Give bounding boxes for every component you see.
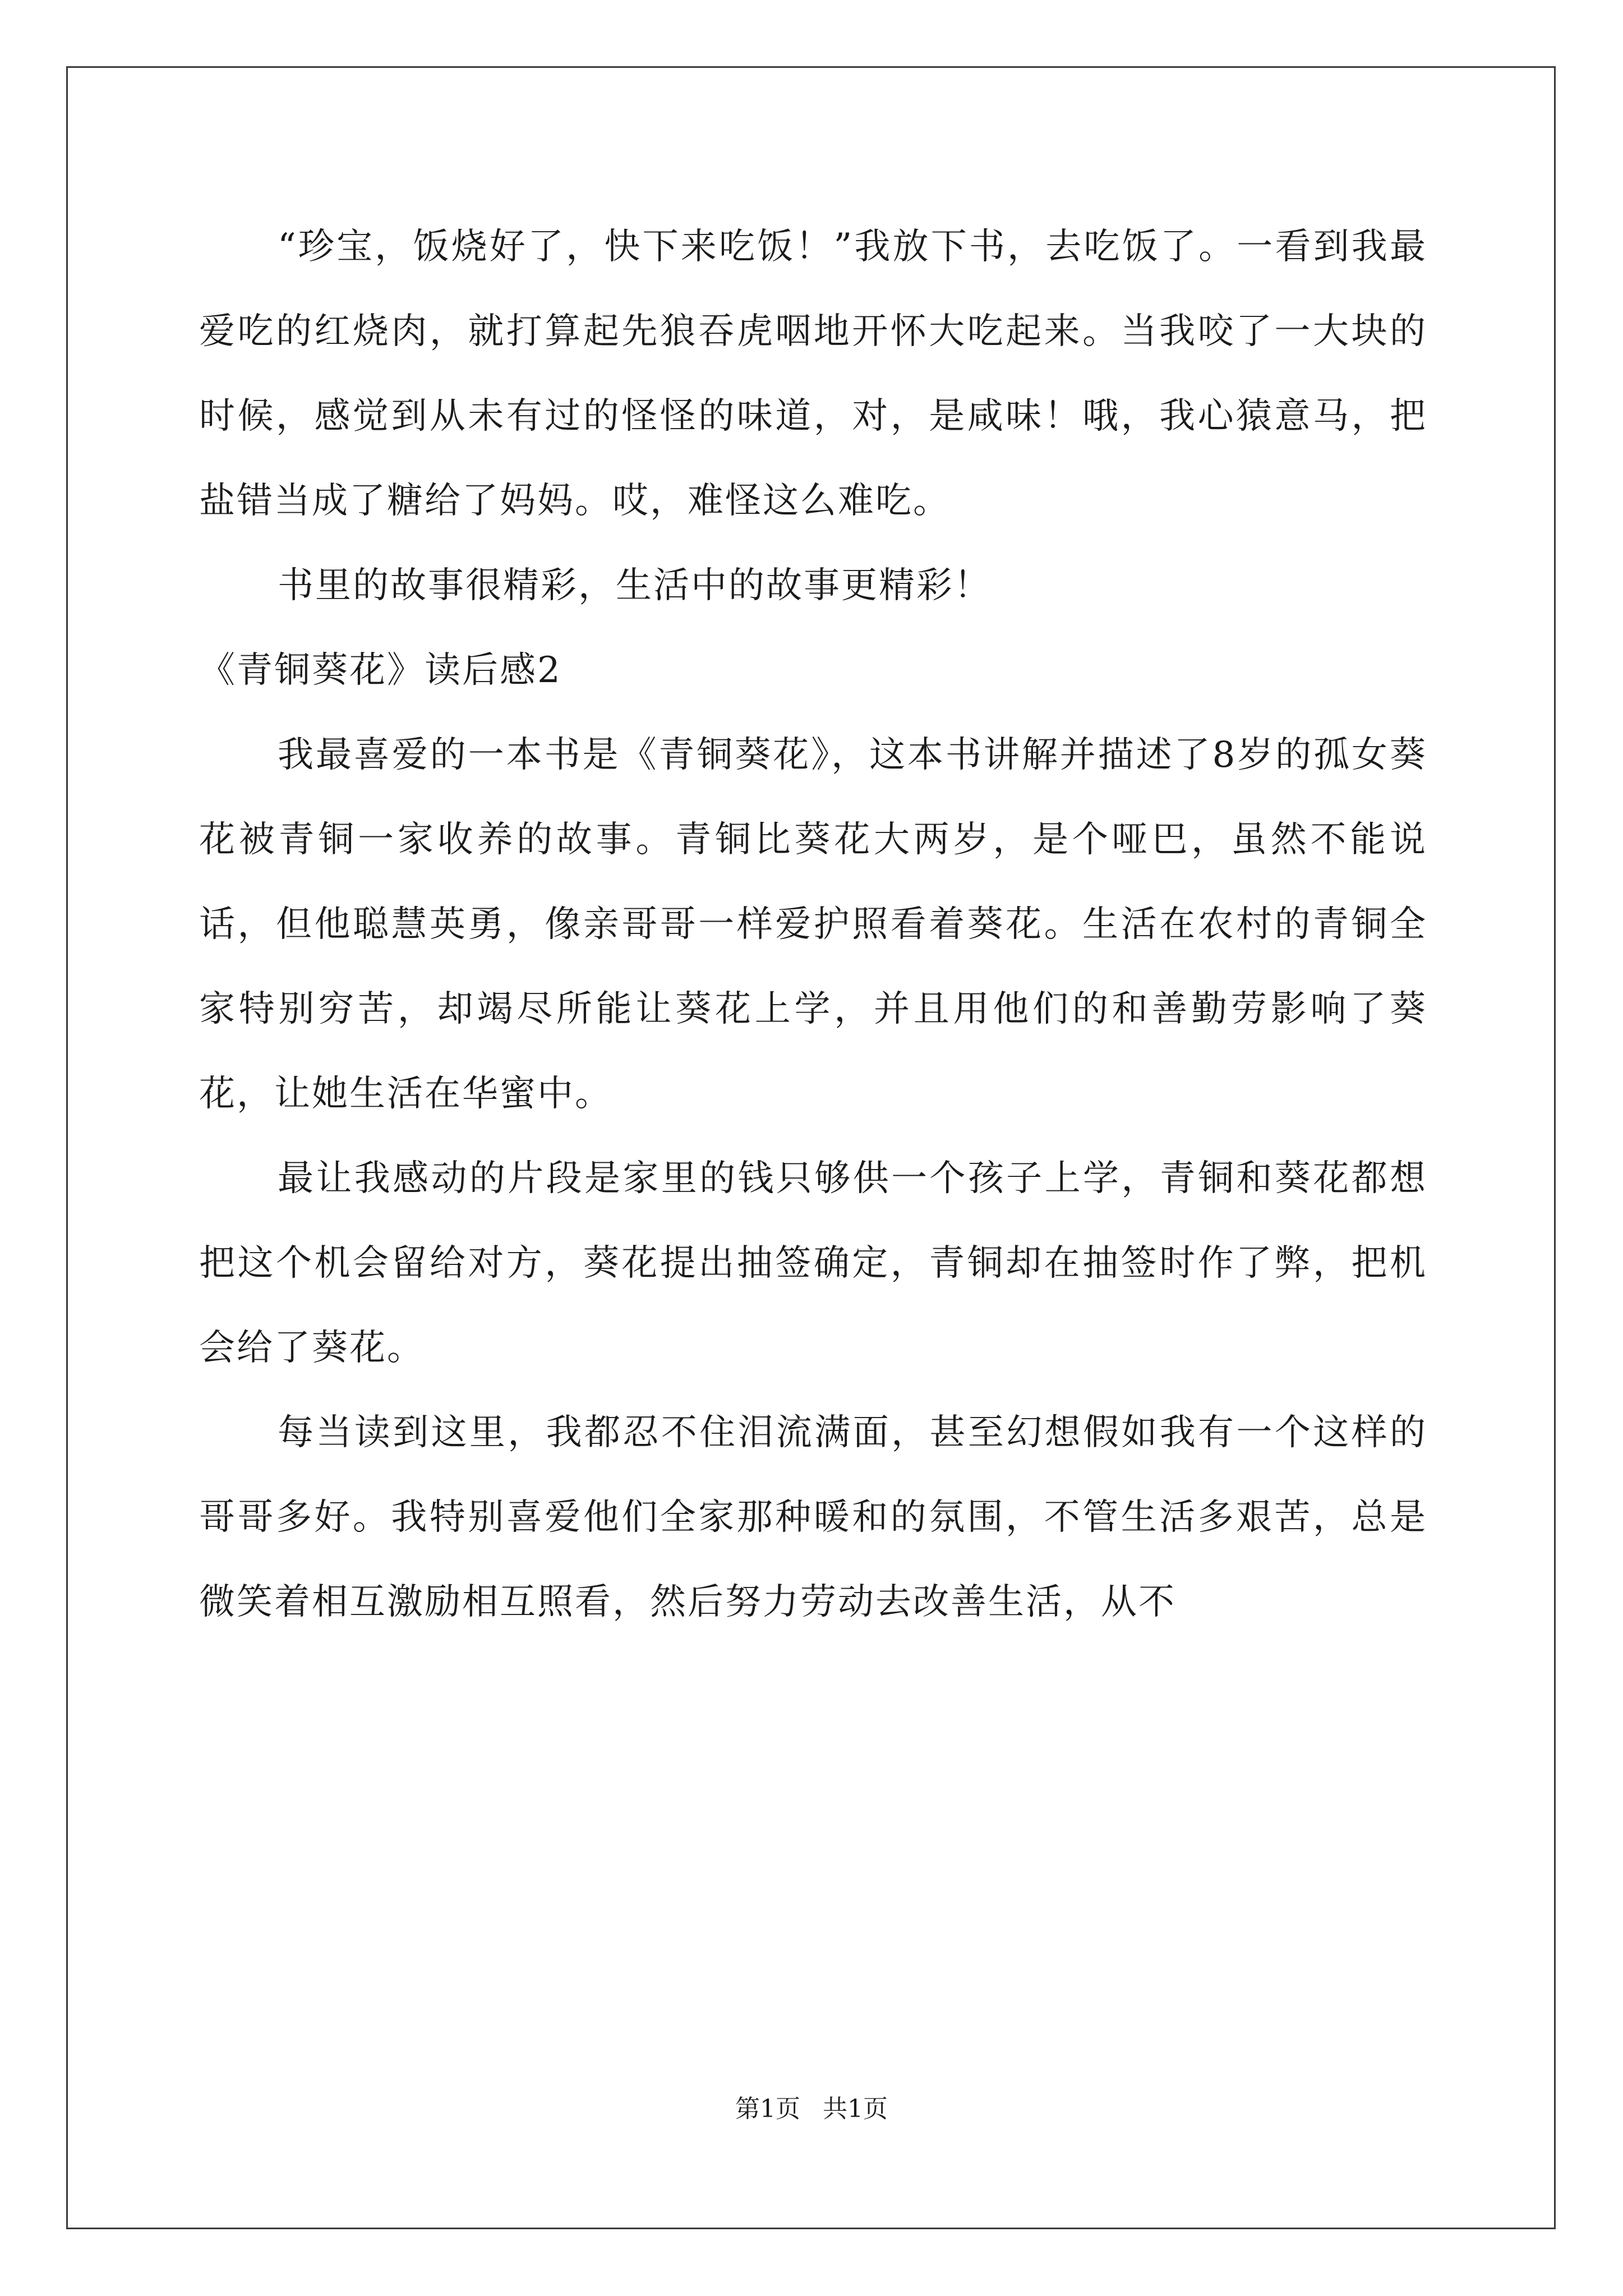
document-body <box>199 205 1427 1645</box>
paragraph-reflection: 每当读到这里，我都忍不住泪流满面，甚至幻想假如我有一个这样的哥哥多好。我特别喜爱他们全家那种暖和的氛围，不管生活多艰苦，总是微笑着相互激励相互照看，然后努力劳动去改善生活，从不 <box>199 1412 1427 1623</box>
page-footer <box>0 2092 1623 2126</box>
paragraph-dinner-story: “珍宝，饭烧好了，快下来吃饭！”我放下书，去吃饭了。一看到我最爱吃的红烧肉，就打算起先狼吞虎咽地开怀大吃起来。当我咬了一大块的时候，感觉到从未有过的怪怪的味道，对，是咸味！哦，我心猿意马，把盐错当成了糖给了妈妈。哎，难怪这么难吃。 <box>199 226 1427 522</box>
page-total: 共1页 <box>823 2095 888 2123</box>
paragraph-story-summary: 书里的故事很精彩，生活中的故事更精彩！ <box>278 565 992 606</box>
section-heading: 《青铜葵花》读后感2 <box>199 650 562 691</box>
page-number: 第1页 <box>735 2095 800 2123</box>
paragraph-book-intro: 我最喜爱的一本书是《青铜葵花》，这本书讲解并描述了8岁的孤女葵花被青铜一家收养的故事。青铜比葵花大两岁，是个哑巴，虽然不能说话，但他聪慧英勇，像亲哥哥一样爱护照看着葵花。生活在农村的青铜全家特别穷苦，却竭尽所能让葵花上学，并且用他们的和善勤劳影响了葵花，让她生活在华蜜中。 <box>199 734 1427 1115</box>
paragraph-moving-scene: 最让我感动的片段是家里的钱只够供一个孩子上学，青铜和葵花都想把这个机会留给对方，葵花提出抽签确定，青铜却在抽签时作了弊，把机会给了葵花。 <box>199 1158 1427 1369</box>
